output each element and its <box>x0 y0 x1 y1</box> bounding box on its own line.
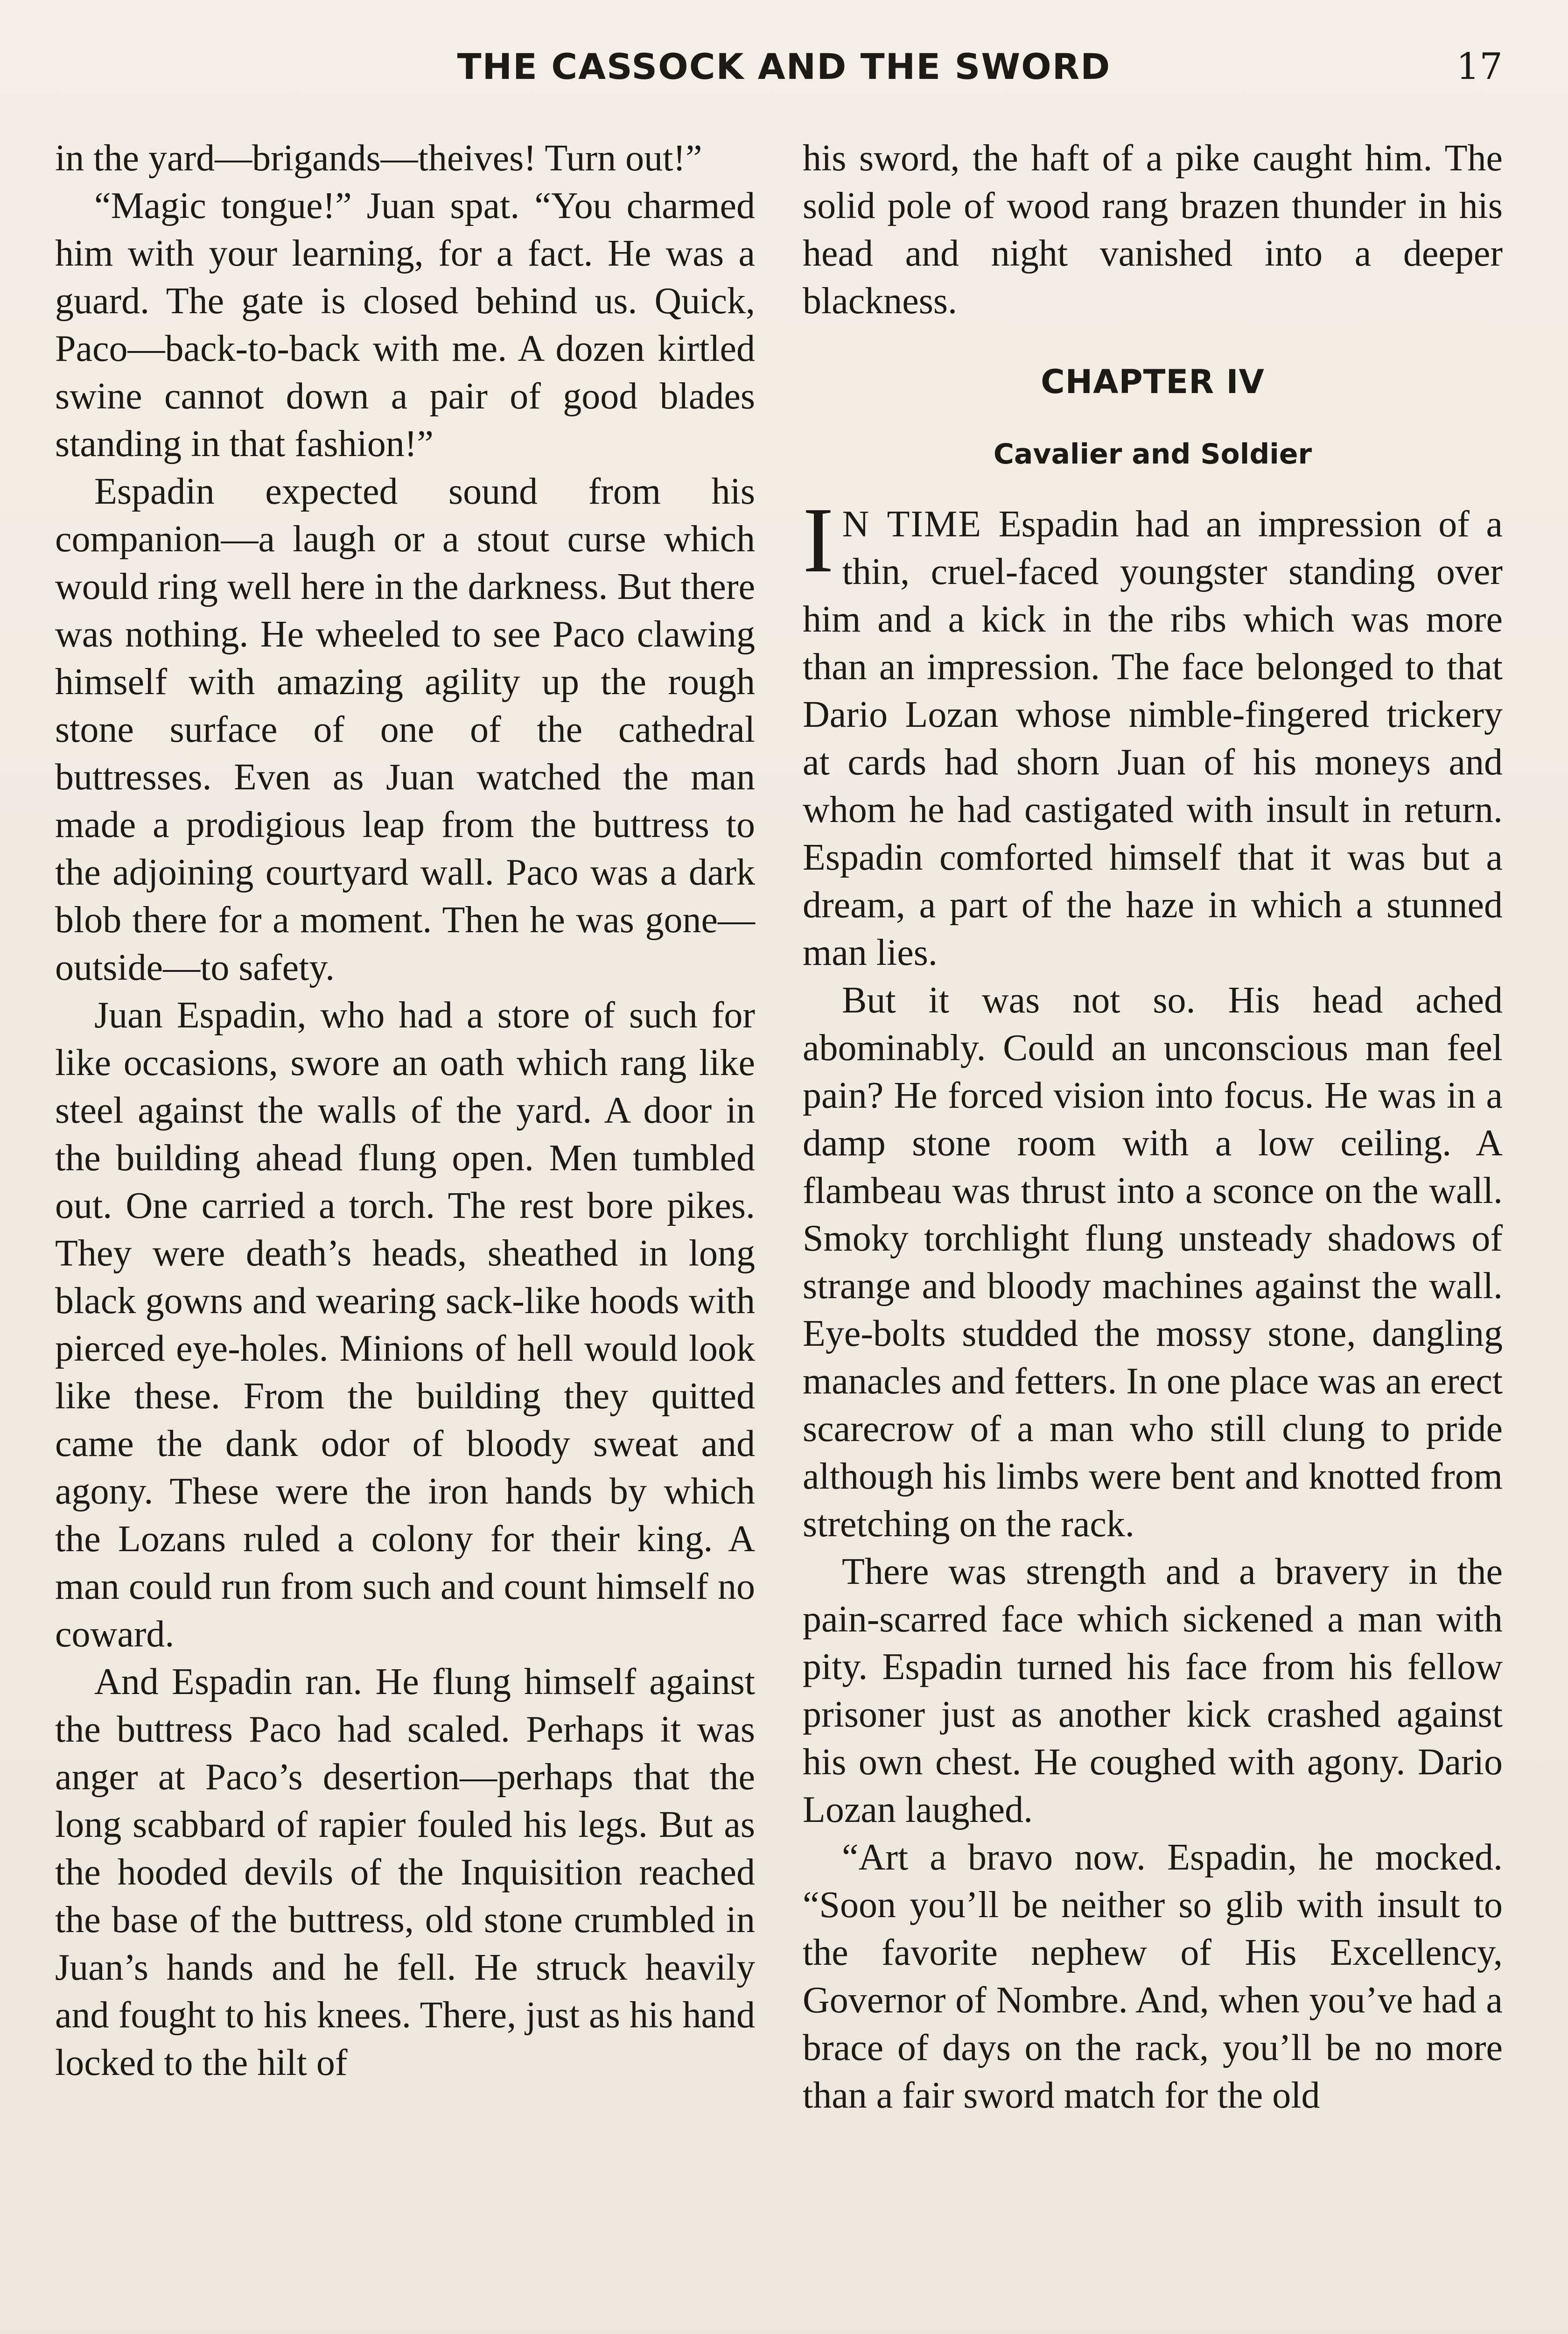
page-number: 17 <box>1456 46 1503 88</box>
paragraph: There was strength and a bravery in the pain-scarred face which sickened a man with pity. Espadin turned his face from his fellow prisoner just as another kick crashed against his own chest. He coughed with agony. Dario Lozan laughed. <box>803 1551 1503 1830</box>
chapter-subtitle: Cavalier and Soldier <box>993 438 1312 471</box>
opening-text: Espadin had an impression of a thin, cruel-faced youngster standing over him and a kick in the ribs which was more than an impression. The face belonged to that Dario Lozan whose nimble-fingered trickery at cards had shorn Juan of his moneys and whom he had castigated with insult in return. Espadin comforted himself that it was but a dream, a part of the haze in which a stunned man lies. <box>803 504 1503 973</box>
chapter-opening-paragraph <box>803 489 1503 977</box>
opening-small-caps: N TIME <box>842 504 982 545</box>
paragraph: Espadin expected sound from his companion—a laugh or a stout curse which would ring well here in the darkness. But there was nothing. He wheeled to see Paco clawing himself with amazing agility up the rough stone surface of one of the cathedral buttresses. Even as Juan watched the man made a prodigious leap from the buttress to the adjoining courtyard wall. Paco was a dark blob there for a moment. Then he was gone—outside—to safety. <box>55 471 755 988</box>
running-title: THE CASSOCK AND THE SWORD <box>457 46 1111 87</box>
paragraph: his sword, the haft of a pike caught him. The solid pole of wood rang brazen thunder in his head and night vanished into a deeper blackness. <box>803 138 1503 322</box>
paragraph: But it was not so. His head ached abominably. Could an unconscious man feel pain? He forced vision into focus. He was in a damp stone room with a low ceiling. A flambeau was thrust into a sconce on the wall. Smoky torchlight flung unsteady shadows of strange and bloody machines against the wall. Eye-bolts studded the mossy stone, dangling manacles and fetters. In one place was an erect scarecrow of a man who still clung to pride although his limbs were bent and knotted from stretching on the rack. <box>803 980 1503 1545</box>
paragraph: in the yard—brigands—theives! Turn out!” <box>55 138 702 179</box>
paragraph: “Art a bravo now. Espadin, he mocked. “Soon you’ll be neither so glib with insult to the favorite nephew of His Excellency, Governor of Nombre. And, when you’ve had a brace of days on the rack, you’ll be no more than a fair sword match for the old <box>803 1837 1503 2116</box>
right-column <box>803 134 1503 2119</box>
paragraph: “Magic tongue!” Juan spat. “You charmed him with your learning, for a fact. He was a guard. The gate is closed behind us. Quick, Paco—back-to-back with me. A dozen kirtled swine cannot down a pair of good blades standing in that fashion!” <box>55 185 755 464</box>
page-header <box>0 41 1568 92</box>
paragraph: Juan Espadin, who had a store of such for like occasions, swore an oath which rang like steel against the walls of the yard. A door in the building ahead flung open. Men tumbled out. One carried a torch. The rest bore pikes. They were death’s heads, sheathed in long black gowns and wearing sack-like hoods with pierced eye-holes. Minions of hell would look like these. From the building they quitted came the dank odor of bloody sweat and agony. These were the iron hands by which the Lozans ruled a colony for their king. A man could run from such and count himself no coward. <box>55 995 755 1655</box>
paragraph: And Espadin ran. He flung himself against the buttress Paco had scaled. Perhaps it was anger at Paco’s desertion—perhaps that the long scabbard of rapier fouled his legs. But as the hooded devils of the Inquisition reached the base of the buttress, old stone crumbled in Juan’s hands and he fell. He struck heavily and fought to his knees. There, just as his hand locked to the hilt of <box>55 1661 755 2083</box>
left-column <box>55 134 755 2087</box>
chapter-heading: CHAPTER IV <box>1041 363 1265 401</box>
drop-cap: I <box>803 489 834 592</box>
